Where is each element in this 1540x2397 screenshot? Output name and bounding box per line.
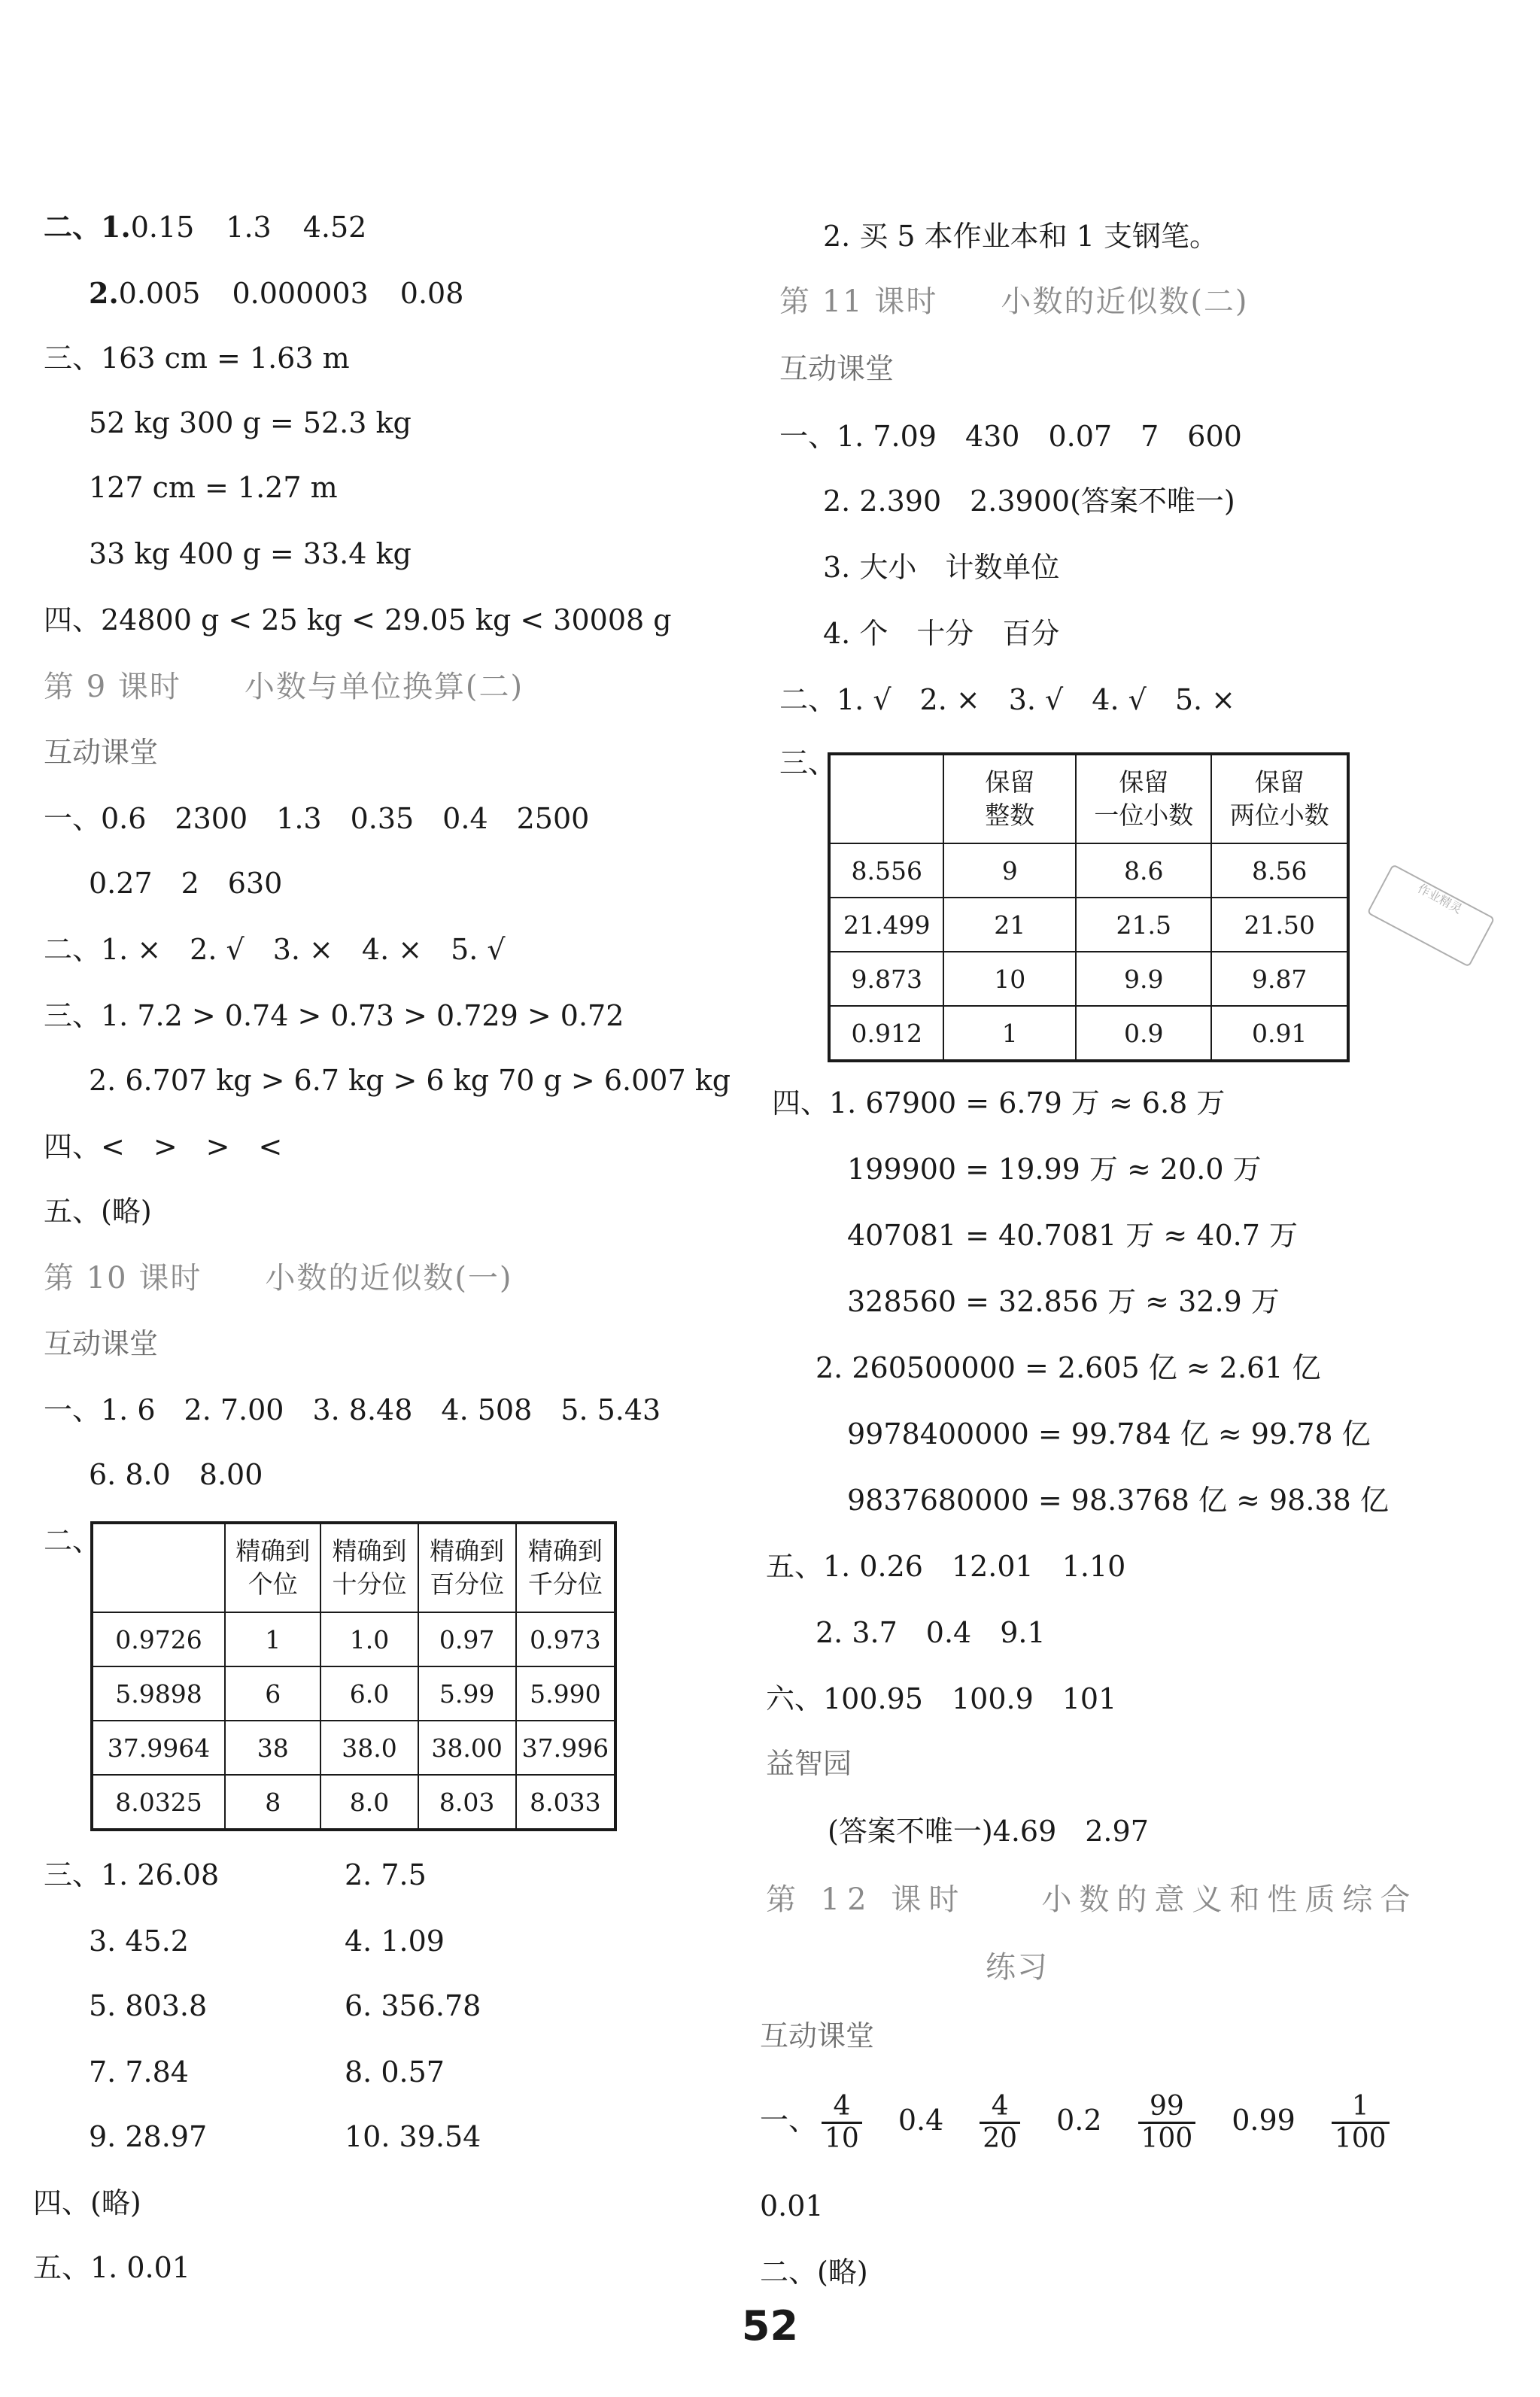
- answer-line: 9. 28.97: [89, 2120, 208, 2153]
- table-cell: 6: [225, 1666, 320, 1721]
- answer-line: 5. 803.8: [89, 1989, 208, 2022]
- table-cell: 37.9964: [92, 1721, 225, 1775]
- table-header-cell: 保留 两位小数: [1211, 754, 1348, 843]
- table-header-cell: [92, 1523, 225, 1612]
- table-cell: 8.0: [320, 1775, 418, 1830]
- fraction: $\frac{99}{100}$: [1138, 2092, 1196, 2154]
- section-title: 第 10 课时 小数的近似数(一): [44, 1261, 513, 1296]
- answer-line: 407081 = 40.7081 万 ≈ 40.7 万: [847, 1219, 1298, 1252]
- table-cell: 9.9: [1076, 952, 1211, 1006]
- answer-line: 8. 0.57: [345, 2055, 445, 2089]
- answer-line: 一、1. 6 2. 7.00 3. 8.48 4. 508 5. 5.43: [44, 1393, 661, 1426]
- answer-line: 一、0.6 2300 1.3 0.35 0.4 2500: [44, 802, 590, 835]
- table-cell: 8.0325: [92, 1775, 225, 1830]
- table-cell: 9.87: [1211, 952, 1348, 1006]
- table-cell: 9: [943, 843, 1076, 898]
- section-title: 第 9 课时 小数与单位换算(二): [44, 670, 524, 704]
- answer-line: 127 cm = 1.27 m: [89, 471, 338, 504]
- answer-line: 3. 大小 计数单位: [823, 551, 1060, 584]
- table-cell: 0.97: [418, 1612, 516, 1666]
- answer-line: 4. 个 十分 百分: [823, 617, 1060, 650]
- answer-line: 二、(略): [760, 2256, 868, 2289]
- table-cell: 8.03: [418, 1775, 516, 1830]
- answer-line: 三、1. 7.2 > 0.74 > 0.73 > 0.729 > 0.72: [44, 999, 624, 1032]
- answer-line: 0.01: [760, 2189, 824, 2222]
- answer-line: 52 kg 300 g = 52.3 kg: [89, 406, 412, 439]
- subsection-title: 互动课堂: [44, 1327, 159, 1360]
- watermark-stamp: 作业精灵: [1367, 864, 1496, 968]
- section-title: 第 12 课时 小数的意义和性质综合: [766, 1882, 1418, 1917]
- table-cell: 21.499: [829, 898, 943, 952]
- table-header-cell: 保留 一位小数: [1076, 754, 1211, 843]
- decimal-value: 0.4: [898, 2104, 944, 2137]
- table-cell: 6.0: [320, 1666, 418, 1721]
- answer-line: 199900 = 19.99 万 ≈ 20.0 万: [847, 1153, 1262, 1186]
- answer-line: 9978400000 = 99.784 亿 ≈ 99.78 亿: [847, 1417, 1371, 1451]
- answer-line: 2. 260500000 = 2.605 亿 ≈ 2.61 亿: [816, 1351, 1321, 1384]
- answer-line: 二、1.0.15 1.3 4.52: [44, 210, 367, 244]
- table-cell: 21.5: [1076, 898, 1211, 952]
- answer-line: 3. 45.2: [89, 1925, 189, 1958]
- table-cell: 8.6: [1076, 843, 1211, 898]
- answer-line: 六、100.95 100.9 101: [766, 1682, 1117, 1715]
- question-number: 一、: [760, 2104, 818, 2137]
- subsection-title: 互动课堂: [760, 2019, 875, 2052]
- answer-line: 2. 买 5 本作业本和 1 支钢笔。: [823, 220, 1219, 253]
- table-cell: 21.50: [1211, 898, 1348, 952]
- table-cell: 8.033: [516, 1775, 615, 1830]
- table-cell: 0.9726: [92, 1612, 225, 1666]
- answer-line: 一、1. 7.09 430 0.07 7 600: [779, 420, 1242, 453]
- answer-line: 三、163 cm = 1.63 m: [44, 342, 350, 375]
- table-cell: 1: [943, 1006, 1076, 1061]
- table-cell: 8.56: [1211, 843, 1348, 898]
- table-cell: 37.996: [516, 1721, 615, 1775]
- table-cell: 21: [943, 898, 1076, 952]
- answer-line: 2. 7.5: [345, 1858, 427, 1891]
- answer-line: 四、< > > <: [44, 1130, 283, 1163]
- table-cell: 5.99: [418, 1666, 516, 1721]
- fraction: $\frac{4}{10}$: [822, 2092, 862, 2154]
- fraction-answer-line: [760, 2084, 1394, 2156]
- table-cell: 8: [225, 1775, 320, 1830]
- answer-line: 二、: [44, 1524, 102, 1557]
- table-cell: 0.9: [1076, 1006, 1211, 1061]
- table-cell: 38.0: [320, 1721, 418, 1775]
- table-cell: 1.0: [320, 1612, 418, 1666]
- decimal-value: 0.2: [1056, 2104, 1102, 2137]
- answer-line: 四、1. 67900 = 6.79 万 ≈ 6.8 万: [772, 1086, 1226, 1120]
- table-cell: 5.9898: [92, 1666, 225, 1721]
- answer-line: 6. 8.0 8.00: [89, 1458, 263, 1491]
- table-header-cell: 精确到 百分位: [418, 1523, 516, 1612]
- answer-line: 三、1. 26.08: [44, 1858, 220, 1891]
- fraction: $\frac{4}{20}$: [980, 2092, 1020, 2154]
- answer-line: 4. 1.09: [345, 1925, 445, 1958]
- table-cell: 9.873: [829, 952, 943, 1006]
- answer-line: 2.0.005 0.000003 0.08: [89, 276, 464, 310]
- table-header-cell: 保留 整数: [943, 754, 1076, 843]
- answer-line: 五、1. 0.01: [33, 2251, 190, 2284]
- subsection-title: 益智园: [766, 1747, 852, 1780]
- decimal-value: 0.99: [1232, 2104, 1295, 2137]
- answer-line: (答案不唯一)4.69 2.97: [828, 1815, 1149, 1848]
- table-header-cell: 精确到 千分位: [516, 1523, 615, 1612]
- table-cell: 8.556: [829, 843, 943, 898]
- page-number: 52: [741, 2302, 799, 2350]
- table-cell: 5.990: [516, 1666, 615, 1721]
- table-cell: 38.00: [418, 1721, 516, 1775]
- table-header-cell: 精确到 个位: [225, 1523, 320, 1612]
- fraction: $\frac{1}{100}$: [1332, 2092, 1390, 2154]
- answer-line: 三、: [779, 746, 837, 779]
- table-cell: 0.91: [1211, 1006, 1348, 1061]
- answer-line: 6. 356.78: [345, 1989, 481, 2022]
- answer-line: 四、24800 g < 25 kg < 29.05 kg < 30008 g: [44, 603, 672, 636]
- rounding-table: [90, 1521, 617, 1831]
- table-header-cell: 精确到 十分位: [320, 1523, 418, 1612]
- answer-line: 328560 = 32.856 万 ≈ 32.9 万: [847, 1285, 1280, 1318]
- answer-line: 0.27 2 630: [89, 867, 283, 900]
- answer-line: 2. 3.7 0.4 9.1: [816, 1616, 1046, 1649]
- answer-line: 五、(略): [44, 1195, 152, 1228]
- section-title: 第 11 课时 小数的近似数(二): [779, 284, 1249, 319]
- answer-line: 33 kg 400 g = 33.4 kg: [89, 537, 412, 570]
- table-cell: 1: [225, 1612, 320, 1666]
- answer-line: 四、(略): [33, 2186, 141, 2219]
- answer-line: 2. 2.390 2.3900(答案不唯一): [823, 485, 1235, 518]
- answer-line: 二、1. √ 2. × 3. √ 4. √ 5. ×: [779, 683, 1235, 716]
- rounding-table: [828, 752, 1350, 1062]
- section-title: 练习: [986, 1950, 1049, 1985]
- subsection-title: 互动课堂: [44, 736, 159, 769]
- answer-line: 2. 6.707 kg > 6.7 kg > 6 kg 70 g > 6.007 kg: [89, 1064, 731, 1097]
- table-cell: 0.912: [829, 1006, 943, 1061]
- table-cell: 0.973: [516, 1612, 615, 1666]
- answer-line: 10. 39.54: [345, 2120, 481, 2153]
- table-cell: 10: [943, 952, 1076, 1006]
- answer-line: 二、1. × 2. √ 3. × 4. × 5. √: [44, 933, 506, 966]
- answer-line: 9837680000 = 98.3768 亿 ≈ 98.38 亿: [847, 1484, 1389, 1517]
- answer-line: 7. 7.84: [89, 2055, 189, 2089]
- subsection-title: 互动课堂: [779, 352, 895, 385]
- answer-line: 五、1. 0.26 12.01 1.10: [766, 1550, 1126, 1583]
- table-cell: 38: [225, 1721, 320, 1775]
- table-header-cell: [829, 754, 943, 843]
